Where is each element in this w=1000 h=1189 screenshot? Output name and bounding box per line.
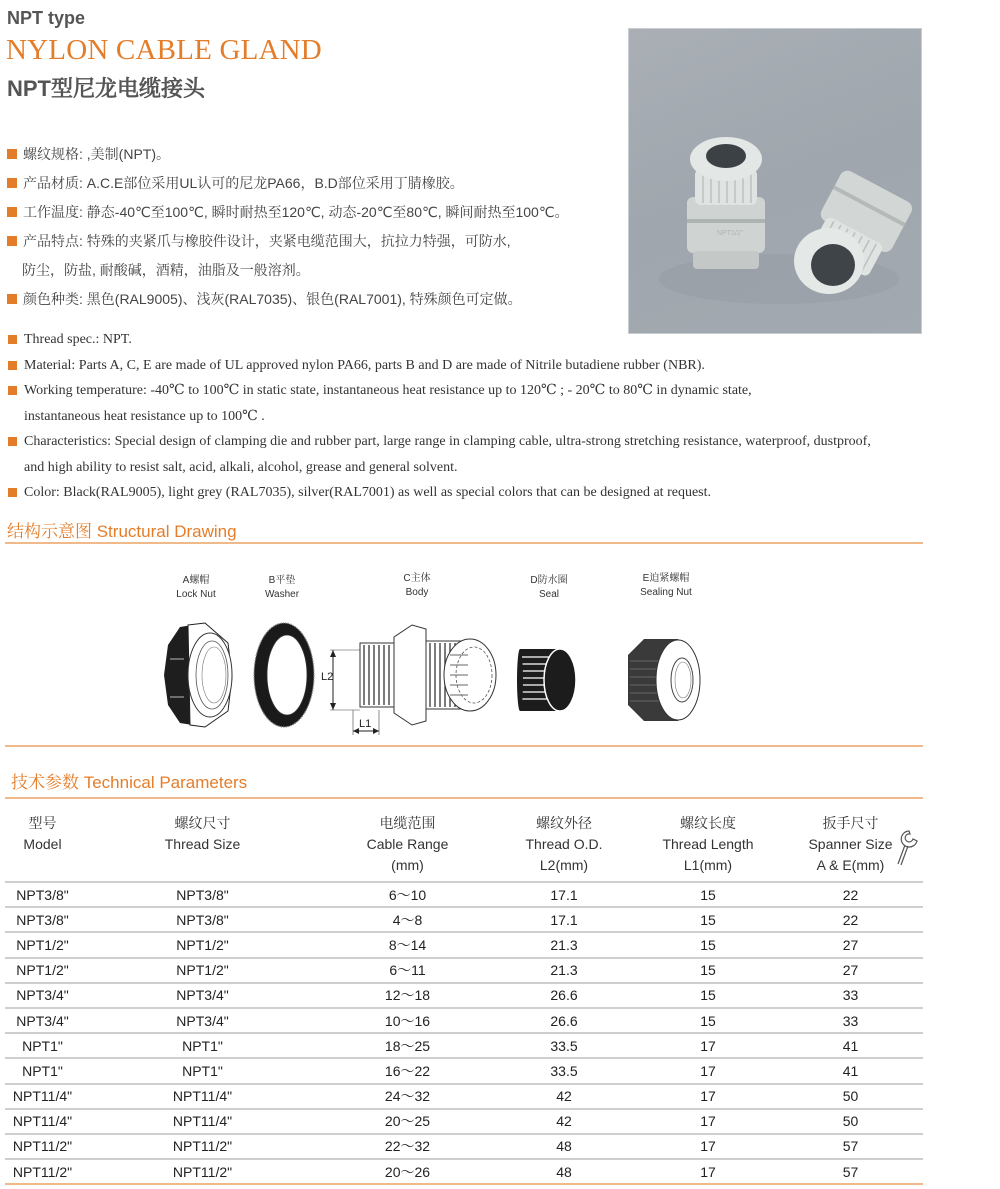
cn-spec-item: 产品材质: A.C.E部位采用UL认可的尼龙PA66，B.D部位采用丁腈橡胶。 [7, 174, 627, 203]
table-cell: 12～18 [325, 983, 490, 1008]
en-spec-item: Color: Black(RAL9005), light grey (RAL7035), silver(RAL7001) as well as special colors that can be designed at request. [8, 484, 888, 510]
table-cell: 17.1 [490, 882, 638, 907]
cn-spec-item: 颜色种类: 黑色(RAL9005)、浅灰(RAL7035)、银色(RAL7001), 特殊颜色可定做。 [7, 290, 627, 319]
lock-nut-drawing-icon [164, 623, 232, 727]
table-row [5, 1084, 923, 1109]
cn-spec-list [7, 145, 627, 319]
bullet-square-icon [8, 386, 17, 395]
table-cell: 15 [638, 958, 778, 983]
page-title: NYLON CABLE GLAND [6, 34, 322, 66]
cn-spec-item-continued: 防尘，防盐, 耐酸碱，酒精，油脂及一般溶剂。 [22, 262, 310, 278]
table-cell: 10～16 [325, 1008, 490, 1033]
part-label-lock-nut: A螺帽 Lock Nut [176, 575, 216, 600]
technical-parameters-title: 技术参数 Technical Parameters [11, 773, 248, 792]
table-header-row [5, 810, 923, 882]
table-cell: 15 [638, 882, 778, 907]
bullet-square-icon [7, 236, 17, 246]
cn-spec-item: 工作温度: 静态-40℃至100℃, 瞬时耐热至120℃, 动态-20℃至80℃, 瞬间耐热至100℃。 [7, 203, 627, 232]
cable-gland-photo-icon [629, 29, 922, 334]
table-cell: 50 [778, 1109, 923, 1134]
header-cable-range: 电缆范围 Cable Range (mm) [366, 815, 449, 873]
section-divider [5, 745, 923, 747]
cn-title: NPT型尼龙电缆接头 [7, 76, 206, 101]
en-spec-item-continued: and high ability to resist salt, acid, alkali, alcohol, grease and general solvent. [24, 459, 458, 475]
table-cell: 22 [778, 882, 923, 907]
en-spec-item: Material: Parts A, C, E are made of UL approved nylon PA66, parts B and D are made of Nitrile butadiene rubber (NBR). [8, 357, 888, 383]
table-cell: 20～26 [325, 1159, 490, 1184]
table-cell: NPT1" [80, 1058, 325, 1083]
table-cell: 33.5 [490, 1058, 638, 1083]
en-spec-item: Characteristics: Special design of clamping die and rubber part, large range in clamping cable, ultra-strong stretching resistance, waterproof, dustproof, [8, 433, 888, 459]
table-cell: 18～25 [325, 1033, 490, 1058]
table-cell: 17 [638, 1058, 778, 1083]
table-cell: 17 [638, 1109, 778, 1134]
bullet-square-icon [7, 178, 17, 188]
table-row [5, 983, 923, 1008]
bullet-square-icon [7, 149, 17, 159]
table-cell: 41 [778, 1033, 923, 1058]
table-cell: NPT3/8" [80, 882, 325, 907]
body-drawing-icon [321, 625, 496, 735]
table-cell: NPT3/4" [80, 1008, 325, 1033]
table-cell: 33 [778, 983, 923, 1008]
table-cell: 48 [490, 1159, 638, 1184]
table-row [5, 958, 923, 983]
table-cell: NPT3/8" [5, 882, 80, 907]
table-cell: 17 [638, 1159, 778, 1184]
table-cell: 17.1 [490, 907, 638, 932]
washer-drawing-icon [254, 623, 314, 727]
table-cell: 42 [490, 1109, 638, 1134]
table-cell: 22～32 [325, 1134, 490, 1159]
table-cell: 48 [490, 1134, 638, 1159]
table-cell: 33.5 [490, 1033, 638, 1058]
table-cell: 50 [778, 1084, 923, 1109]
header-thread-length: 螺纹长度 Thread Length L1(mm) [662, 815, 754, 873]
table-cell: 6～11 [325, 958, 490, 983]
svg-text:NPT1/2": NPT1/2" [717, 230, 744, 237]
bullet-square-icon [8, 488, 17, 497]
en-spec-item: Working temperature: -40℃ to 100℃ in static state, instantaneous heat resistance up to 120℃ ; - 20℃ to 80℃ in dynamic state, [8, 382, 888, 408]
table-cell: NPT1" [80, 1033, 325, 1058]
table-cell: NPT11/2" [5, 1134, 80, 1159]
table-cell: 21.3 [490, 932, 638, 957]
exploded-drawing [150, 615, 710, 745]
en-spec-list [8, 331, 888, 510]
bullet-square-icon [8, 437, 17, 446]
cn-spec-item: 产品特点: 特殊的夹紧爪与橡胶件设计，夹紧电缆范围大，抗拉力特强，可防水, [7, 232, 627, 261]
table-cell: NPT1/2" [80, 958, 325, 983]
table-cell: NPT11/4" [5, 1084, 80, 1109]
header-model: 型号 Model [23, 815, 62, 852]
bullet-square-icon [7, 207, 17, 217]
header-thread-od: 螺纹外径 Thread O.D. L2(mm) [525, 815, 603, 873]
table-cell: 8～14 [325, 932, 490, 957]
table-cell: 15 [638, 1008, 778, 1033]
table-cell: NPT3/8" [5, 907, 80, 932]
table-row [5, 1008, 923, 1033]
table-cell: 20～25 [325, 1109, 490, 1134]
table-cell: NPT1/2" [5, 958, 80, 983]
svg-text:L1: L1 [359, 718, 372, 730]
table-cell: NPT3/8" [80, 907, 325, 932]
table-cell: NPT11/4" [80, 1109, 325, 1134]
section-divider [5, 797, 923, 799]
table-cell: 21.3 [490, 958, 638, 983]
table-row [5, 1159, 923, 1184]
table-cell: NPT1/2" [80, 932, 325, 957]
bullet-square-icon [7, 294, 17, 304]
table-cell: NPT11/2" [5, 1159, 80, 1184]
svg-text:L2: L2 [321, 671, 334, 683]
table-cell: NPT11/4" [5, 1109, 80, 1134]
header-spanner-size: 扳手尺寸 Spanner Size A & E(mm) [778, 810, 923, 882]
table-cell: 16～22 [325, 1058, 490, 1083]
part-label-washer: B平垫 Washer [264, 575, 300, 600]
table-cell: 26.6 [490, 983, 638, 1008]
table-cell: 6～10 [325, 882, 490, 907]
table-cell: 22 [778, 907, 923, 932]
table-cell: NPT1" [5, 1033, 80, 1058]
table-cell: NPT3/4" [5, 983, 80, 1008]
cn-spec-item: 螺纹规格: ,美制(NPT)。 [7, 145, 627, 174]
wrench-icon [895, 827, 923, 867]
table-row [5, 1033, 923, 1058]
bullet-square-icon [8, 361, 17, 370]
table-cell: NPT3/4" [5, 1008, 80, 1033]
table-row [5, 1134, 923, 1159]
table-cell: 27 [778, 932, 923, 957]
structural-drawing-title: 结构示意图 Structural Drawing [7, 522, 237, 541]
table-cell: NPT3/4" [80, 983, 325, 1008]
table-cell: 17 [638, 1033, 778, 1058]
table-cell: 57 [778, 1159, 923, 1184]
en-spec-item-continued: instantaneous heat resistance up to 100℃ . [24, 408, 265, 424]
table-cell: NPT1/2" [5, 932, 80, 957]
table-cell: 17 [638, 1134, 778, 1159]
bullet-square-icon [8, 335, 17, 344]
table-cell: NPT1" [5, 1058, 80, 1083]
table-row [5, 932, 923, 957]
part-label-body: C主体 Body [403, 573, 431, 598]
part-label-sealing-nut: E迫紧螺帽 Sealing Nut [640, 573, 692, 598]
table-cell: 15 [638, 907, 778, 932]
table-cell: 15 [638, 983, 778, 1008]
table-cell: 27 [778, 958, 923, 983]
header-thread-size: 螺纹尺寸 Thread Size [164, 815, 241, 852]
table-cell: 4～8 [325, 907, 490, 932]
table-cell: 42 [490, 1084, 638, 1109]
table-cell: 15 [638, 932, 778, 957]
table-row [5, 882, 923, 907]
table-cell: 17 [638, 1084, 778, 1109]
product-photo [628, 28, 922, 334]
table-cell: NPT11/2" [80, 1159, 325, 1184]
table-row [5, 1109, 923, 1134]
table-cell: 24～32 [325, 1084, 490, 1109]
table-row [5, 1058, 923, 1083]
technical-parameters-table [5, 810, 923, 1185]
type-label: NPT type [7, 8, 86, 28]
en-spec-item: Thread spec.: NPT. [8, 331, 888, 357]
table-cell: NPT11/2" [80, 1134, 325, 1159]
table-cell: 57 [778, 1134, 923, 1159]
table-cell: 41 [778, 1058, 923, 1083]
part-label-seal: D防水圈 Seal [530, 575, 568, 600]
sealing-nut-drawing-icon [628, 639, 700, 721]
table-cell: 33 [778, 1008, 923, 1033]
table-row [5, 907, 923, 932]
table-cell: NPT11/4" [80, 1084, 325, 1109]
section-divider [5, 542, 923, 544]
table-cell: 26.6 [490, 1008, 638, 1033]
seal-drawing-icon [517, 649, 576, 711]
